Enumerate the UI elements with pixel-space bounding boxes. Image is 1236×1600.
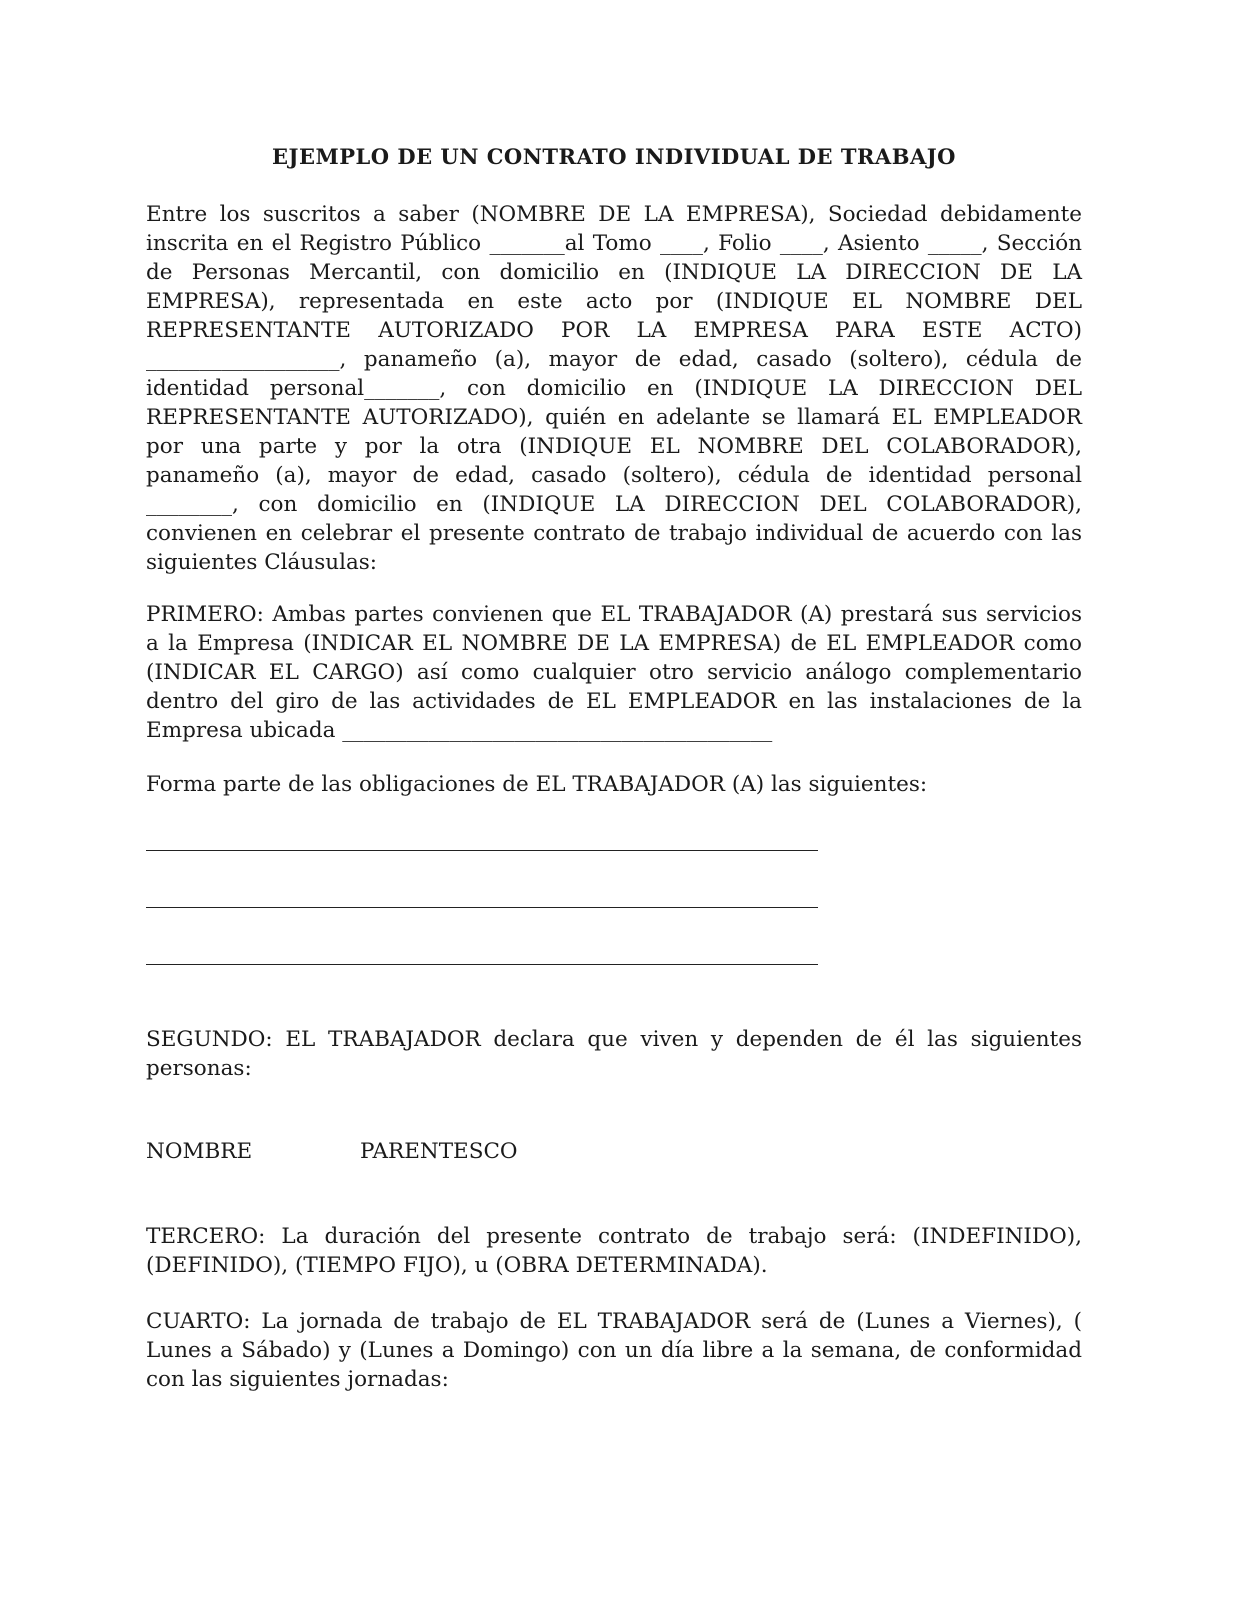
obligation-blank-line [146,850,818,851]
obligation-blank-line [146,907,818,908]
clause-tercero: TERCERO: La duración del presente contrato de trabajo será: (INDEFINIDO), (DEFINIDO), (TIEMPO FIJO), u (OBRA DETERMINADA). [146,1224,1082,1278]
document-title: EJEMPLO DE UN CONTRATO INDIVIDUAL DE TRABAJO [272,144,956,169]
clause-primero: PRIMERO: Ambas partes convienen que EL TRABAJADOR (A) prestará sus servicios a la Empresa (INDICAR EL NOMBRE DE LA EMPRESA) de EL EMPLEADOR como (INDICAR EL CARGO) así como cualquier otro servicio análogo complementario dentro del giro de las actividades de EL EMPLEADOR en las instalaciones de la Empresa ubicada ________________________________________ [146,602,1082,743]
column-parentesco: PARENTESCO [360,1139,518,1164]
column-nombre: NOMBRE [146,1139,253,1164]
clause-cuarto: CUARTO: La jornada de trabajo de EL TRABAJADOR será de (Lunes a Viernes), ( Lunes a Sábado) y (Lunes a Domingo) con un día libre a la semana, de conformidad con las siguientes jornadas: [146,1309,1082,1392]
obligations-heading: Forma parte de las obligaciones de EL TRABAJADOR (A) las siguientes: [146,772,928,797]
intro-paragraph: Entre los suscritos a saber (NOMBRE DE LA EMPRESA), Sociedad debidamente inscrita en el Registro Público _______al Tomo ____, Folio ____, Asiento _____, Sección de Personas Mercantil, con domicilio en (INDIQUE LA DIRECCION DE LA EMPRESA), representada en este acto por (INDIQUE EL NOMBRE DEL REPRESENTANTE AUTORIZADO POR LA EMPRESA PARA ESTE ACTO) __________________, panameño (a), mayor de edad, casado (soltero), cédula de identidad personal_______, con domicilio en (INDIQUE LA DIRECCION DEL REPRESENTANTE AUTORIZADO), quién en adelante se llamará EL EMPLEADOR por una parte y por la otra (INDIQUE EL NOMBRE DEL COLABORADOR), panameño (a), mayor de edad, casado (soltero), cédula de identidad personal ________, con domicilio en (INDIQUE LA DIRECCION DEL COLABORADOR), convienen en celebrar el presente contrato de trabajo individual de acuerdo con las siguientes Cláusulas: [146,202,1082,575]
clause-segundo: SEGUNDO: EL TRABAJADOR declara que viven y dependen de él las siguientes personas: [146,1027,1082,1081]
obligation-blank-line [146,964,818,965]
